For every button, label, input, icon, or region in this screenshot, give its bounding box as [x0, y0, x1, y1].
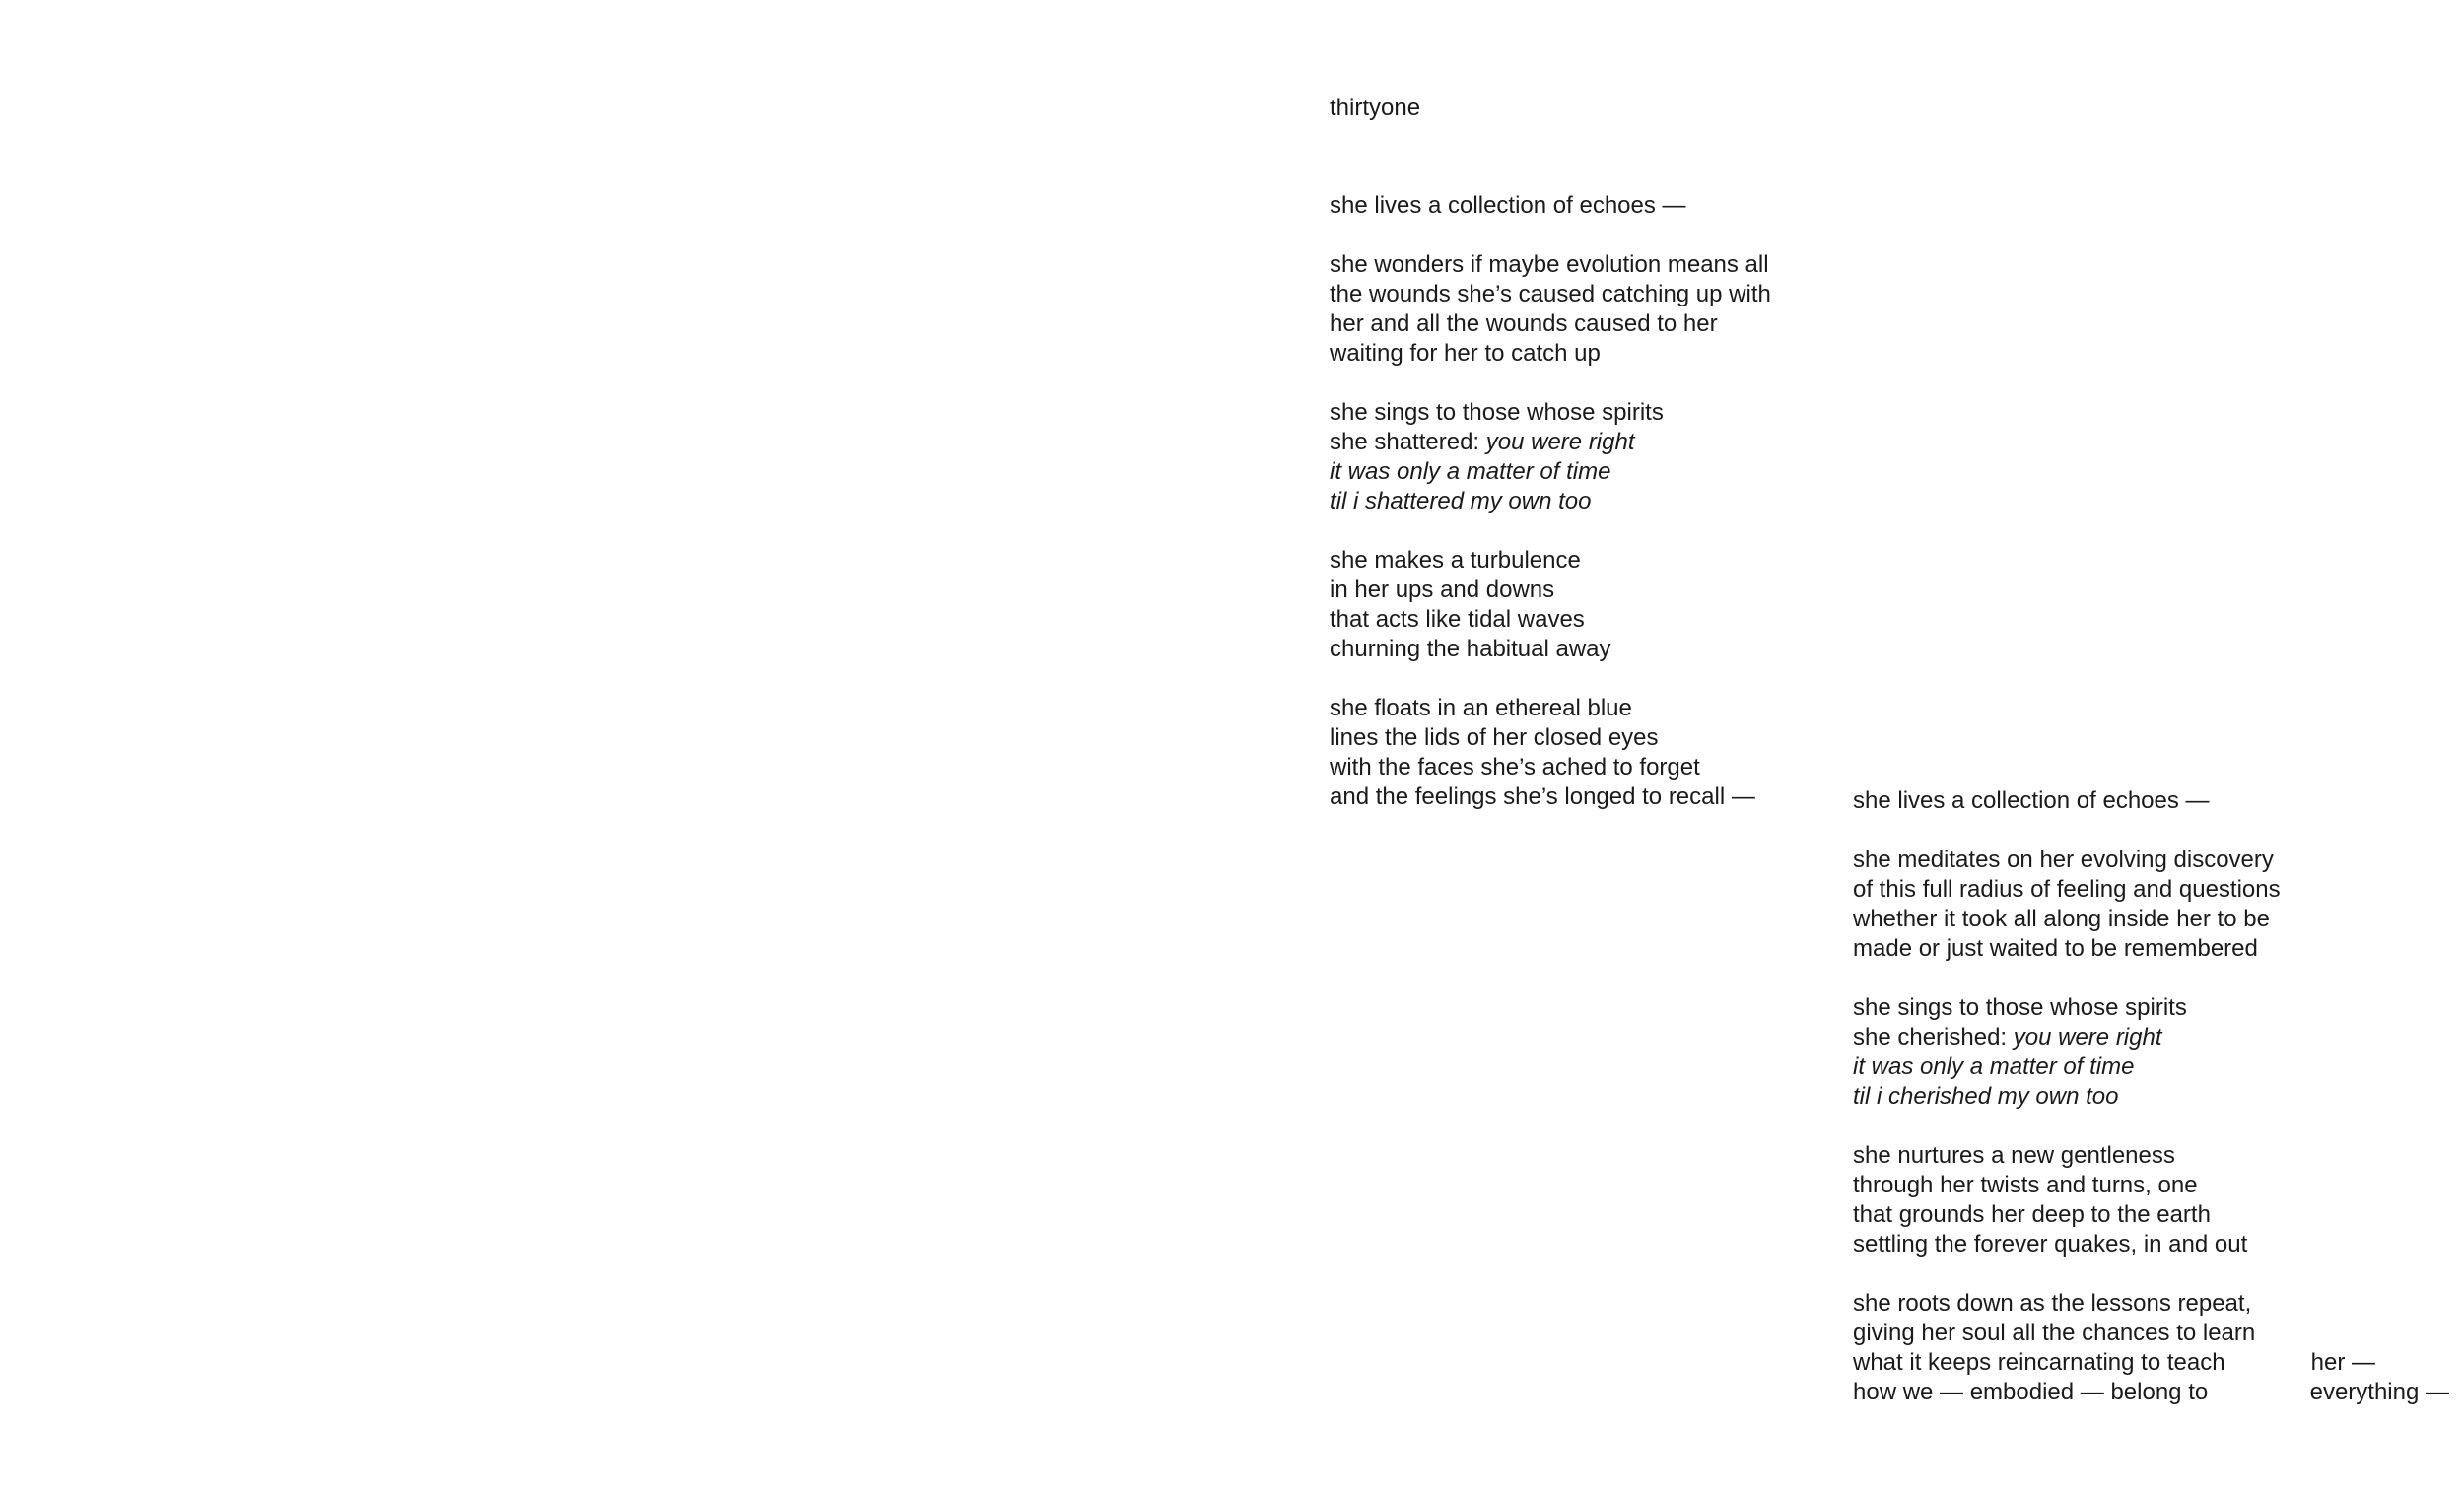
poem-italic-line: til i cherished my own too: [1853, 1083, 2119, 1110]
poem-line: she nurtures a new gentleness: [1853, 1142, 2175, 1169]
poem-text: she cherished:: [1853, 1024, 2014, 1051]
poem-line: [1853, 1023, 2444, 1053]
poem-italic-text: you were right: [1485, 429, 1635, 455]
poem-tail-text: her —: [2310, 1349, 2375, 1376]
poem-text: how we — embodied — belong to: [1853, 1379, 2209, 1405]
poem-italic-line: it was only a matter of time: [1853, 1054, 2135, 1080]
poem-italic-line: it was only a matter of time: [1330, 458, 1611, 485]
poem-line: through her twists and turns, one: [1853, 1172, 2198, 1198]
poem-part-one: [1330, 191, 1882, 812]
poem-line: churning the habitual away: [1330, 636, 1611, 662]
poem-line: her and all the wounds caused to her: [1330, 310, 1718, 337]
poem-line: with the faces she’s ached to forget: [1330, 754, 1700, 781]
poem-line: she sings to those whose spirits: [1330, 399, 1664, 426]
poem-line: waiting for her to catch up: [1330, 340, 1601, 367]
poem-line: [1330, 428, 1882, 457]
poem-title: thirtyone: [1330, 95, 1421, 121]
poem-line: [1853, 1348, 2444, 1378]
poem-italic-line: til i shattered my own too: [1330, 488, 1592, 514]
poem-line: and the feelings she’s longed to recall —: [1330, 783, 1755, 810]
poem-text: what it keeps reincarnating to teach: [1853, 1349, 2225, 1376]
poem-line: made or just waited to be remembered: [1853, 935, 2258, 962]
poem-line: the wounds she’s caused catching up with: [1330, 281, 1771, 307]
poem-line: she floats in an ethereal blue: [1330, 695, 1632, 721]
poem-line: that grounds her deep to the earth: [1853, 1201, 2211, 1228]
poem-line: she lives a collection of echoes —: [1853, 787, 2210, 814]
poem-line: giving her soul all the chances to learn: [1853, 1320, 2256, 1346]
poem-line: settling the forever quakes, in and out: [1853, 1231, 2248, 1258]
poem-line: she lives a collection of echoes —: [1330, 192, 1686, 219]
poem-line: lines the lids of her closed eyes: [1330, 724, 1659, 751]
poem-line: whether it took all along inside her to be: [1853, 906, 2270, 932]
poem-tail-text: everything —: [2309, 1379, 2449, 1405]
poem-text: she shattered:: [1330, 429, 1486, 455]
poem-line: [1853, 1378, 2449, 1407]
poem-part-two: [1853, 786, 2449, 1407]
poem-line: she makes a turbulence: [1330, 547, 1581, 574]
poem-line: of this full radius of feeling and questions: [1853, 876, 2281, 903]
poem-line: in her ups and downs: [1330, 577, 1555, 603]
poem-line: she wonders if maybe evolution means all: [1330, 251, 1769, 278]
poem-line: she sings to those whose spirits: [1853, 994, 2187, 1021]
poem-line: she meditates on her evolving discovery: [1853, 847, 2274, 873]
poem-italic-text: you were right: [2013, 1024, 2162, 1051]
poem-line: she roots down as the lessons repeat,: [1853, 1290, 2252, 1317]
poem-line: that acts like tidal waves: [1330, 606, 1585, 633]
